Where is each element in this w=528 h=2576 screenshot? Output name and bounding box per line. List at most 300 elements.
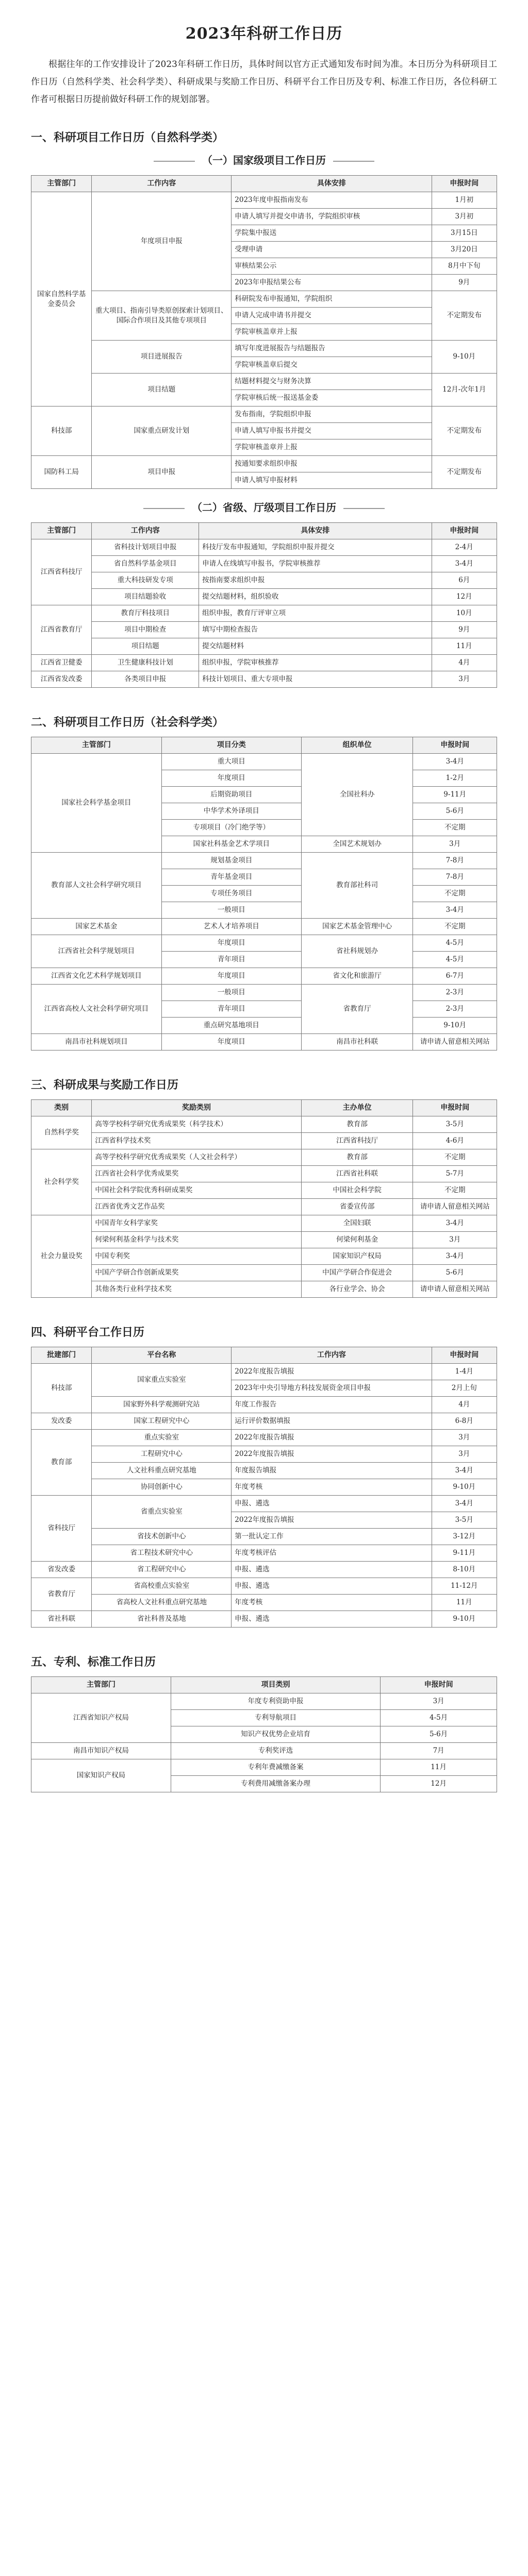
- table-cell-detail: 2023年度申报指南发布: [232, 192, 432, 209]
- table-cell-dept: 国家艺术基金: [31, 919, 162, 935]
- table-cell-cat: 国家社科基金艺术学项目: [161, 836, 301, 853]
- table-cell-org: 全国艺术规划办: [301, 836, 413, 853]
- col-header: 项目分类: [161, 737, 301, 754]
- table-cell-cat: 专利导航项目: [171, 1710, 380, 1726]
- table-cell-org: 国家艺术基金管理中心: [301, 919, 413, 935]
- table-cell-dept: 科技部: [31, 1364, 92, 1413]
- table-cell-time: 2月上旬: [432, 1380, 497, 1397]
- table-row: [31, 853, 497, 869]
- table-awards: [31, 1099, 497, 1298]
- table-cell-cat: 后期资助项目: [161, 787, 301, 803]
- table-row: [31, 1248, 497, 1265]
- table-cell-detail: 学院集中报送: [232, 225, 432, 242]
- table-cell-work: 2022年度报告填报: [232, 1364, 432, 1380]
- page-title: 2023年科研工作日历: [185, 25, 343, 43]
- table-cell-time: 3-4月: [432, 1463, 497, 1479]
- table-cell-org: 中国社会科学院: [301, 1182, 413, 1199]
- table-cell-time: 3月: [381, 1693, 497, 1710]
- table-row: [31, 1463, 497, 1479]
- table-row: [31, 1232, 497, 1248]
- table-cell-time: 不定期: [413, 820, 497, 836]
- table-row: [31, 968, 497, 985]
- table-cell-time: 3-4月: [413, 902, 497, 919]
- table-row: [31, 1529, 497, 1545]
- table-body: [31, 1693, 497, 1792]
- table-cell-dept: 国家社会科学基金项目: [31, 754, 162, 853]
- table-cell-cat: 社会科学奖: [31, 1149, 92, 1215]
- table-cell-work: 重大科技研发专项: [92, 572, 199, 589]
- table-cell-detail: 组织申报，学院审核推荐: [199, 655, 432, 671]
- col-header: 申报时间: [381, 1677, 497, 1693]
- col-header: 组织单位: [301, 737, 413, 754]
- calendar-document: [31, 15, 497, 1803]
- table-cell-work: 项目结题验收: [92, 589, 199, 605]
- table-cell-award: 高等学校科学研究优秀成果奖（人文社会科学）: [92, 1149, 301, 1166]
- table-cell-dept: 江西省发改委: [31, 671, 92, 688]
- table-cell-cat: 专利奖评选: [171, 1743, 380, 1759]
- table-row: [31, 1430, 497, 1446]
- table-cell-work: 申报、遴选: [232, 1611, 432, 1628]
- table-row: [31, 1281, 497, 1298]
- table-cell-dept: 省发改委: [31, 1562, 92, 1578]
- table-cell-org: 教育部: [301, 1149, 413, 1166]
- table-cell-org: 省委宣传部: [301, 1199, 413, 1215]
- table-cell-org: 省教育厅: [301, 985, 413, 1034]
- table-header: [31, 1677, 497, 1693]
- table-cell-time: 3-5月: [413, 1116, 497, 1133]
- table-cell-cat: 青年项目: [161, 952, 301, 968]
- table-cell-time: 12月: [432, 589, 497, 605]
- table-cell-time: 3月: [432, 1446, 497, 1463]
- table-row: [31, 456, 497, 472]
- table-cell-time: 3-4月: [413, 754, 497, 770]
- table-cell-org: 全国社科办: [301, 754, 413, 836]
- table-cell-detail: 提交结题材料: [199, 638, 432, 655]
- table-cell-time: 2-4月: [432, 539, 497, 556]
- table-cell-award: 其他各类行业科学技术奖: [92, 1281, 301, 1298]
- heading-rule: [333, 161, 374, 162]
- table-row: [31, 589, 497, 605]
- table-cell-work: 年度考核: [232, 1595, 432, 1611]
- table-cell-cat: 艺术人才培养项目: [161, 919, 301, 935]
- table-header: [31, 523, 497, 539]
- table-patents-standards: [31, 1676, 497, 1792]
- heading-rule: [143, 508, 185, 509]
- table-cell-time: 1-4月: [432, 1364, 497, 1380]
- table-cell-time: 4月: [432, 655, 497, 671]
- table-cell-work: 国家重点研发计划: [92, 406, 232, 456]
- table-cell-name: 国家重点实验室: [92, 1364, 232, 1397]
- table-row: [31, 539, 497, 556]
- table-cell-org: 国家知识产权局: [301, 1248, 413, 1265]
- table-cell-org: 江西省科技厅: [301, 1133, 413, 1149]
- table-cell-work: 项目申报: [92, 456, 232, 489]
- table-cell-dept: 国家知识产权局: [31, 1759, 171, 1792]
- table-cell-org: 全国妇联: [301, 1215, 413, 1232]
- table-cell-work: 年度考核评估: [232, 1545, 432, 1562]
- table-cell-name: 国家野外科学观测研究站: [92, 1397, 232, 1413]
- table-cell-time: 3月15日: [432, 225, 497, 242]
- table-cell-name: 省技术创新中心: [92, 1529, 232, 1545]
- table-row: [31, 1595, 497, 1611]
- col-header: 工作内容: [92, 523, 199, 539]
- table-cell-work: 卫生健康科技计划: [92, 655, 199, 671]
- table-cell-dept: 江西省教育厅: [31, 605, 92, 655]
- table-row: [31, 341, 497, 357]
- col-header: 申报时间: [432, 176, 497, 192]
- table-cell-name: 协同创新中心: [92, 1479, 232, 1496]
- table-row: [31, 935, 497, 952]
- table-cell-name: 省工程技术研究中心: [92, 1545, 232, 1562]
- table-header: [31, 737, 497, 754]
- table-cell-dept: 省教育厅: [31, 1578, 92, 1611]
- table-row: [31, 638, 497, 655]
- table-cell-detail: 申请人填写并提交申请书，学院组织审核: [232, 209, 432, 225]
- col-header: 具体安排: [232, 176, 432, 192]
- table-cell-cat: 年度项目: [161, 770, 301, 787]
- table-cell-award: 江西省优秀文艺作品奖: [92, 1199, 301, 1215]
- table-cell-time: 4-5月: [413, 952, 497, 968]
- intro-paragraph: 根据往年的工作安排设计了2023年科研工作日历，具体时间以官方正式通知发布时间为准。本日历分为科研项目工作日历（自然科学类、社会科学类）、科研成果与奖励工作日历、科研平台工作日历及专利、标准工作日历，各位科研工作者可根据日历提前做好科研工作的规划部署。: [31, 59, 497, 105]
- col-header: 主管部门: [31, 523, 92, 539]
- table-cell-time: 11月: [432, 1595, 497, 1611]
- table-row: [31, 1364, 497, 1380]
- table-cell-name: 省高校重点实验室: [92, 1578, 232, 1595]
- table-cell-award: 中国青年女科学家奖: [92, 1215, 301, 1232]
- table-cell-detail: 填写年度进展报告与结题报告: [232, 341, 432, 357]
- table-row: [31, 1759, 497, 1776]
- col-header: 工作内容: [232, 1347, 432, 1364]
- table-cell-time: 1月初: [432, 192, 497, 209]
- table-cell-award: 江西省社会科学优秀成果奖: [92, 1166, 301, 1182]
- table-header: [31, 1100, 497, 1116]
- table-cell-time: 5-6月: [413, 1265, 497, 1281]
- table-row: [31, 1611, 497, 1628]
- table-cell-dept: 国家自然科学基金委员会: [31, 192, 92, 406]
- table-cell-cat: 青年基金项目: [161, 869, 301, 886]
- table-row: [31, 374, 497, 390]
- table-cell-work: 省科技计划项目申报: [92, 539, 199, 556]
- table-cell-work: 2023年中央引导地方科技发展资金项目申报: [232, 1380, 432, 1397]
- table-cell-time: 6-8月: [432, 1413, 497, 1430]
- table-cell-dept: 发改委: [31, 1413, 92, 1430]
- table-cell-time: 1-2月: [413, 770, 497, 787]
- table-cell-cat: 规划基金项目: [161, 853, 301, 869]
- table-cell-time: 4-5月: [381, 1710, 497, 1726]
- table-cell-cat: 专利年费减缴备案: [171, 1759, 380, 1776]
- table-cell-detail: 申请人填写申报书并提交: [232, 423, 432, 439]
- table-body: [31, 539, 497, 688]
- table-cell-time: 9-10月: [432, 341, 497, 374]
- table-cell-org: 各行业学会、协会: [301, 1281, 413, 1298]
- col-header: 批建部门: [31, 1347, 92, 1364]
- table-cell-time: 请申请人留意相关网站: [413, 1199, 497, 1215]
- table-cell-detail: 发布指南，学院组织申报: [232, 406, 432, 423]
- table-cell-time: 请申请人留意相关网站: [413, 1281, 497, 1298]
- table-cell-cat: 重大项目: [161, 754, 301, 770]
- table-cell-time: 不定期: [413, 919, 497, 935]
- table-cell-dept: 江西省科技厅: [31, 539, 92, 605]
- table-cell-dept: 科技部: [31, 406, 92, 456]
- col-header: 主管部门: [31, 737, 162, 754]
- table-cell-detail: 科技计划项目、重大专项申报: [199, 671, 432, 688]
- table-cell-org: 教育部: [301, 1116, 413, 1133]
- col-header: 类别: [31, 1100, 92, 1116]
- table-cell-detail: 学院审核盖章后提交: [232, 357, 432, 374]
- table-row: [31, 1446, 497, 1463]
- table-cell-work: 第一批认定工作: [232, 1529, 432, 1545]
- table-cell-name: 省重点实验室: [92, 1496, 232, 1529]
- table-cell-time: 3月20日: [432, 242, 497, 258]
- heading-rule: [154, 161, 195, 162]
- table-cell-cat: 专项任务项目: [161, 886, 301, 902]
- table-cell-work: 2022年度报告填报: [232, 1446, 432, 1463]
- table-cell-detail: 申请人完成申请书并提交: [232, 308, 432, 324]
- table-cell-work: 各类项目申报: [92, 671, 199, 688]
- table-cell-org: 省社科规划办: [301, 935, 413, 968]
- table-cell-cat: 专利费用减缴备案办理: [171, 1776, 380, 1792]
- table-cell-time: 3月: [413, 836, 497, 853]
- table-body: [31, 754, 497, 1050]
- col-header: 主管部门: [31, 176, 92, 192]
- table-cell-time: 5-7月: [413, 1166, 497, 1182]
- table-cell-work: 省自然科学基金项目: [92, 556, 199, 572]
- table-cell-org: 省文化和旅游厅: [301, 968, 413, 985]
- table-cell-work: 申报、遴选: [232, 1562, 432, 1578]
- col-header: 奖励类别: [92, 1100, 301, 1116]
- table-cell-award: 高等学校科学研究优秀成果奖（科学技术）: [92, 1116, 301, 1133]
- table-cell-time: 3月: [413, 1232, 497, 1248]
- table-cell-dept: 江西省文化艺术科学规划项目: [31, 968, 162, 985]
- table-cell-detail: 按通知要求组织申报: [232, 456, 432, 472]
- table-platforms: [31, 1347, 497, 1628]
- table-cell-award: 江西省科学技术奖: [92, 1133, 301, 1149]
- table-cell-time: 7-8月: [413, 869, 497, 886]
- table-cell-detail: 受理申请: [232, 242, 432, 258]
- section-3-heading: 三、科研成果与奖励工作日历: [31, 1079, 179, 1092]
- subsection-1-1-heading: [31, 152, 497, 167]
- table-cell-time: 3月初: [432, 209, 497, 225]
- table-cell-org: 教育部社科司: [301, 853, 413, 919]
- table-cell-time: 3-5月: [432, 1512, 497, 1529]
- table-cell-time: 7-8月: [413, 853, 497, 869]
- table-cell-name: 省工程研究中心: [92, 1562, 232, 1578]
- table-cell-cat: 社会力量设奖: [31, 1215, 92, 1298]
- table-cell-detail: 科技厅发布申报通知，学院组织申报并提交: [199, 539, 432, 556]
- table-cell-time: 不定期: [413, 1149, 497, 1166]
- table-cell-work: 年度项目申报: [92, 192, 232, 291]
- table-cell-org: 中国产学研合作促进会: [301, 1265, 413, 1281]
- table-cell-time: 不定期: [413, 1182, 497, 1199]
- table-cell-time: 9-11月: [432, 1545, 497, 1562]
- section-2-heading: 二、科研项目工作日历（社会科学类）: [31, 716, 224, 729]
- table-row: [31, 1265, 497, 1281]
- table-cell-name: 省高校人文社科重点研究基地: [92, 1595, 232, 1611]
- table-cell-work: 教育厅科技项目: [92, 605, 199, 622]
- table-row: [31, 1479, 497, 1496]
- table-row: [31, 556, 497, 572]
- section-5-heading: 五、专利、标准工作日历: [31, 1656, 156, 1669]
- col-header: 平台名称: [92, 1347, 232, 1364]
- table-body: [31, 192, 497, 489]
- table-cell-dept: 教育部人文社会科学研究项目: [31, 853, 162, 919]
- table-cell-work: 年度工作报告: [232, 1397, 432, 1413]
- table-row: [31, 1116, 497, 1133]
- table-cell-time: 9-11月: [413, 787, 497, 803]
- table-cell-detail: 科研院发布申报通知，学院组织: [232, 291, 432, 308]
- table-cell-org: 何梁何利基金: [301, 1232, 413, 1248]
- col-header: 工作内容: [92, 176, 232, 192]
- col-header: 申报时间: [413, 737, 497, 754]
- table-cell-detail: 组织申报，教育厅评审立项: [199, 605, 432, 622]
- table-cell-work: 年度考核: [232, 1479, 432, 1496]
- table-cell-work: 申报、遴选: [232, 1496, 432, 1512]
- table-cell-work: 2022年度报告填报: [232, 1430, 432, 1446]
- table-row: [31, 1149, 497, 1166]
- table-cell-time: 11月: [432, 638, 497, 655]
- table-cell-detail: 申请人在线填写申报书，学院审核推荐: [199, 556, 432, 572]
- table-national-projects: [31, 175, 497, 489]
- table-row: [31, 1215, 497, 1232]
- table-cell-work: 项目进展报告: [92, 341, 232, 374]
- table-cell-cat: 青年项目: [161, 1001, 301, 1018]
- table-cell-name: 工程研究中心: [92, 1446, 232, 1463]
- table-cell-time: 8-10月: [432, 1562, 497, 1578]
- table-cell-cat: 年度项目: [161, 1034, 301, 1050]
- table-cell-time: 3-4月: [413, 1215, 497, 1232]
- col-header: 申报时间: [432, 523, 497, 539]
- table-cell-time: 8月中下旬: [432, 258, 497, 275]
- table-cell-detail: 按指南要求组织申报: [199, 572, 432, 589]
- table-cell-cat: 重点研究基地项目: [161, 1018, 301, 1034]
- table-cell-dept: 南昌市社科规划项目: [31, 1034, 162, 1050]
- table-cell-dept: 省社科联: [31, 1611, 92, 1628]
- table-cell-cat: 专项项目（冷门绝学等）: [161, 820, 301, 836]
- table-cell-work: 重大项目、指南引导类原创探索计划项目、国际合作项目及其他专项项目: [92, 291, 232, 341]
- table-cell-work: 项目结题: [92, 638, 199, 655]
- table-cell-dept: 江西省高校人文社会科学研究项目: [31, 985, 162, 1034]
- table-cell-detail: 结题材料提交与财务决算: [232, 374, 432, 390]
- table-row: [31, 1545, 497, 1562]
- table-cell-time: 9-10月: [413, 1018, 497, 1034]
- table-cell-time: 9-10月: [432, 1611, 497, 1628]
- table-row: [31, 1578, 497, 1595]
- table-row: [31, 1496, 497, 1512]
- table-cell-cat: 年度项目: [161, 968, 301, 985]
- table-cell-award: 何梁何利基金科学与技术奖: [92, 1232, 301, 1248]
- table-row: [31, 655, 497, 671]
- table-cell-detail: 学院审核后统一报送基金委: [232, 390, 432, 406]
- table-cell-cat: 中华学术外译项目: [161, 803, 301, 820]
- table-cell-dept: 江西省知识产权局: [31, 1693, 171, 1743]
- table-cell-time: 7月: [381, 1743, 497, 1759]
- table-row: [31, 985, 497, 1001]
- table-cell-time: 11月: [381, 1759, 497, 1776]
- table-cell-time: 3月: [432, 1430, 497, 1446]
- table-cell-cat: 一般项目: [161, 902, 301, 919]
- table-row: [31, 572, 497, 589]
- table-cell-time: 4-6月: [413, 1133, 497, 1149]
- table-row: [31, 754, 497, 770]
- table-cell-time: 3-4月: [432, 556, 497, 572]
- table-row: [31, 1133, 497, 1149]
- table-cell-dept: 国防科工局: [31, 456, 92, 489]
- table-row: [31, 1693, 497, 1710]
- table-header: [31, 1347, 497, 1364]
- table-cell-cat: 一般项目: [161, 985, 301, 1001]
- table-row: [31, 406, 497, 423]
- table-cell-time: 不定期发布: [432, 456, 497, 489]
- table-cell-time: 10月: [432, 605, 497, 622]
- table-header: [31, 176, 497, 192]
- table-social-science-projects: [31, 737, 497, 1050]
- table-cell-cat: 年度专利资助申报: [171, 1693, 380, 1710]
- table-cell-time: 3-4月: [413, 1248, 497, 1265]
- table-cell-time: 9月: [432, 275, 497, 291]
- table-cell-work: 项目结题: [92, 374, 232, 406]
- table-cell-name: 省社科普及基地: [92, 1611, 232, 1628]
- table-cell-time: 3-4月: [432, 1496, 497, 1512]
- table-cell-name: 人文社科重点研究基地: [92, 1463, 232, 1479]
- table-cell-detail: 填写中期检查报告: [199, 622, 432, 638]
- table-cell-award: 中国产学研合作创新成果奖: [92, 1265, 301, 1281]
- table-cell-name: 重点实验室: [92, 1430, 232, 1446]
- table-row: [31, 1397, 497, 1413]
- table-cell-time: 4月: [432, 1397, 497, 1413]
- table-row: [31, 1034, 497, 1050]
- col-header: 主管部门: [31, 1677, 171, 1693]
- table-cell-time: 不定期发布: [432, 291, 497, 341]
- table-body: [31, 1116, 497, 1298]
- table-cell-dept: 江西省社会科学规划项目: [31, 935, 162, 968]
- table-row: [31, 1562, 497, 1578]
- table-cell-award: 中国社会科学院优秀科研成果奖: [92, 1182, 301, 1199]
- table-row: [31, 1182, 497, 1199]
- table-cell-detail: 2023年申报结果公布: [232, 275, 432, 291]
- table-row: [31, 1166, 497, 1182]
- table-row: [31, 192, 497, 209]
- table-row: [31, 1199, 497, 1215]
- table-cell-detail: 学院审核盖章并上报: [232, 324, 432, 341]
- table-cell-dept: 教育部: [31, 1430, 92, 1496]
- col-header: 具体安排: [199, 523, 432, 539]
- table-row: [31, 919, 497, 935]
- table-cell-detail: 提交结题材料，组织验收: [199, 589, 432, 605]
- table-row: [31, 291, 497, 308]
- col-header: 主办单位: [301, 1100, 413, 1116]
- table-cell-work: 项目中期检查: [92, 622, 199, 638]
- table-cell-time: 2-3月: [413, 1001, 497, 1018]
- table-cell-org: 江西省社科联: [301, 1166, 413, 1182]
- table-cell-dept: 南昌市知识产权局: [31, 1743, 171, 1759]
- table-row: [31, 605, 497, 622]
- table-cell-work: 申报、遴选: [232, 1578, 432, 1595]
- col-header: 项目类别: [171, 1677, 380, 1693]
- table-cell-time: 11-12月: [432, 1578, 497, 1595]
- col-header: 申报时间: [413, 1100, 497, 1116]
- subsection-1-2-heading: [31, 499, 497, 514]
- table-row: [31, 622, 497, 638]
- table-cell-time: 2-3月: [413, 985, 497, 1001]
- table-cell-time: 5-6月: [381, 1726, 497, 1743]
- table-cell-time: 12月-次年1月: [432, 374, 497, 406]
- table-cell-work: 2022年度报告填报: [232, 1512, 432, 1529]
- table-cell-time: 5-6月: [413, 803, 497, 820]
- section-4-heading: 四、科研平台工作日历: [31, 1326, 145, 1339]
- subsection-1-2-label: （二）省级、厅级项目工作日历: [192, 501, 336, 514]
- table-cell-dept: 省科技厅: [31, 1496, 92, 1562]
- table-cell-work: 年度报告填报: [232, 1463, 432, 1479]
